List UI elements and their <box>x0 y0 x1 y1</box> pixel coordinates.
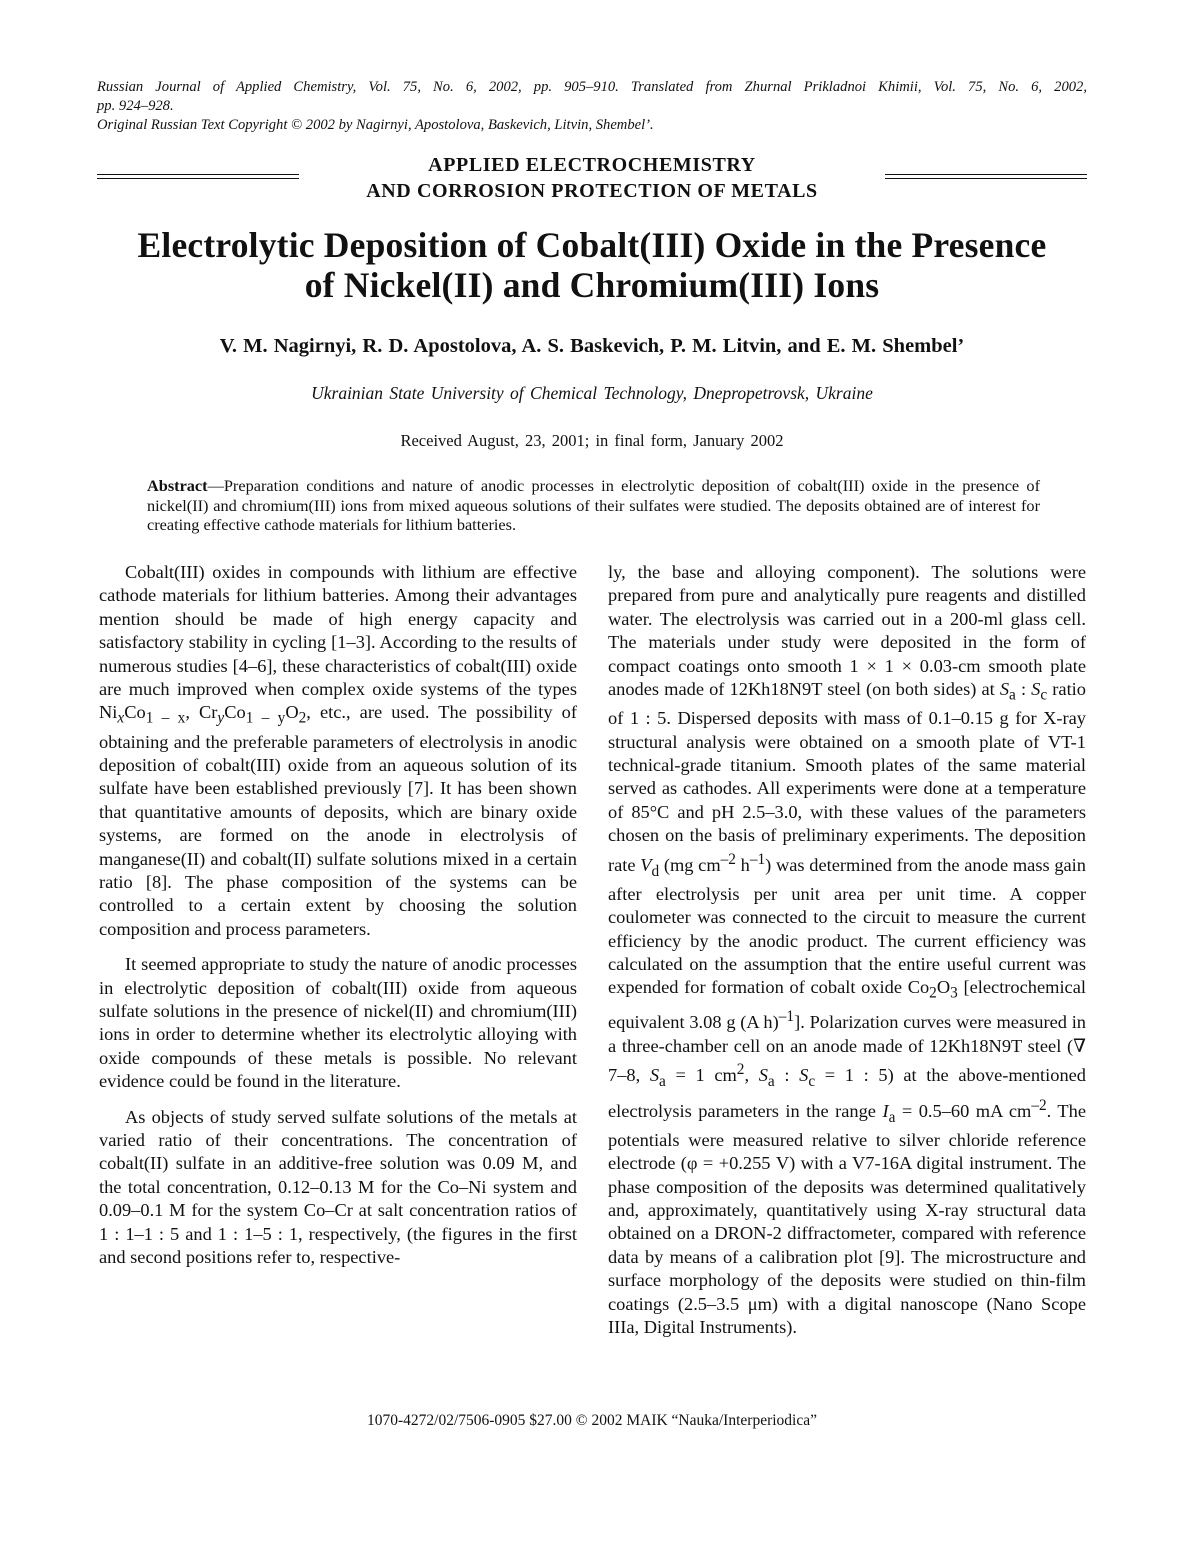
abstract <box>147 476 1040 535</box>
article-title <box>97 225 1087 305</box>
section-heading-text <box>307 152 877 204</box>
left-double-rule <box>97 174 299 179</box>
journal-header-line-1: Russian Journal of Applied Chemistry, Vol. 75, No. 6, 2002, pp. 905–910. Translated from Zhurnal Prikladnoi Khimii, Vol. 75, No. 6, 2002, <box>97 79 1087 95</box>
abstract-text: —Preparation conditions and nature of anodic processes in electrolytic deposition of cobalt(III) oxide in the presence of nickel(II) and chromium(III) ions from mixed aqueous solutions of their sulfates were studied. The deposits obtained are of interest for creating effective cathode materials for lithium batteries. <box>147 476 1040 534</box>
section-line-1: APPLIED ELECTROCHEMISTRY <box>428 154 756 176</box>
section-line-2: AND CORROSION PROTECTION OF METALS <box>366 180 818 202</box>
journal-header-line-3: Original Russian Text Copyright © 2002 by Nagirnyi, Apostolova, Baskevich, Litvin, Shembel’. <box>97 117 654 133</box>
left-column <box>99 561 577 1281</box>
author-list: V. M. Nagirnyi, R. D. Apostolova, A. S. Baskevich, P. M. Litvin, and E. M. Shembel’ <box>219 335 965 357</box>
paragraph-4: ly, the base and alloying component). The solutions were prepared from pure and analytically pure reagents and distilled water. The electrolysis was carried out in a 200-ml glass cell. The materials under study were deposited in the form of compact coatings onto smooth 1 × 1 × 0.03-cm smooth plate anodes made of 12Kh18N9T steel (on both sides) at $S_a$ : $S_c$ ratio of 1 : 5. Dispersed deposits with mass of 0.1–0.15 g for X-ray structural analysis were obtained on a smooth plate of VT-1 technical-grade titanium. Smooth plates of the same material served as cathodes. All experiments were done at a temperature of 85°C and pH 2.5–3.0, with these values of the parameters chosen on the basis of preliminary experiments. The deposition rate $V_d$ (mg $cm^{-2}$ $h^{-1}$) was determined from the anode mass gain after electrolysis per unit area per unit time. A copper coulometer was connected to the circuit to measure the current efficiency by the anodic product. The current efficiency was calculated on the assumption that the entire useful current was expended for formation of cobalt oxide $Co_2O_3$ [electrochemical equivalent 3.08 g (A h)$^{-1}$]. Polarization curves were measured in a three-chamber cell on an anode made of 12Kh18N9T steel (∇ 7–8, $S_a = 1$ $cm^2$, $S_a$ : $S_c = 1$ : 5) at the above-mentioned electrolysis parameters in the range $I_a = 0.5-60$ mA $cm^{-2}$. The potentials were measured relative to silver chloride reference electrode (φ = +0.255 V) with a V7-16A digital instrument. The phase composition of the deposits was determined qualitatively and, approximately, quantitatively using X-ray structural data obtained on a DRON-2 diffractometer, compared with reference data by means of a calibration plot [9]. The microstructure and surface morphology of the deposits were studied on thin-film coatings (2.5–3.5 μm) with a digital nanoscope (Nano Scope IIIa, Digital Instruments). <box>608 562 1087 1338</box>
paragraph-1: Cobalt(III) oxides in compounds with lithium are effective cathode materials for lithium batteries. Among their advantages mention should be made of high energy capacity and satisfactory stability in cycling [1–3]. According to the results of numerous studies [4–6], these characteristics of cobalt(III) oxide are much improved when complex oxide systems of the types $Ni_xCo_{1 - x}$, $Cr_yCo_{1 - y}O_2$, etc., are used. The possibility of obtaining and the preferable parameters of electrolysis in anodic deposition of cobalt(III) oxide from an aqueous solution of its sulfate have been established previously [7]. It has been shown that quantitative amounts of deposits, which are binary oxide systems, are formed on the anode in electrolysis of manganese(II) and cobalt(II) sulfate solutions mixed in a certain ratio [8]. The phase composition of the systems can be controlled to a certain extent by choosing the solution composition and process parameters. <box>99 562 578 939</box>
journal-header <box>97 78 1087 135</box>
paragraph-3: As objects of study served sulfate solutions of the metals at varied ratio of their concentrations. The concentration of cobalt(II) sulfate in an additive-free solution was 0.09 M, and the total concentration, 0.12–0.13 M for the Co–Ni system and 0.09–0.1 M for the system Co–Cr at salt concentration ratios of 1 : 1–1 : 5 and 1 : 1–5 : 1, respectively, (the figures in the first and second positions refer to, respective- <box>99 1106 577 1268</box>
right-double-rule <box>885 174 1087 179</box>
received-date: Received August, 23, 2001; in final form, January 2002 <box>400 431 784 450</box>
copyright-footer: 1070-4272/02/7506-0905 $27.00 © 2002 MAIK “Nauka/Interperiodica” <box>367 1412 817 1429</box>
title-line-1: Electrolytic Deposition of Cobalt(III) Oxide in the Presence <box>137 225 1047 265</box>
right-column <box>608 561 1086 1351</box>
journal-header-line-2: pp. 924–928. <box>97 98 174 114</box>
title-line-2: of Nickel(II) and Chromium(III) Ions <box>304 265 880 305</box>
paragraph-2: It seemed appropriate to study the nature of anodic processes in electrolytic deposition of cobalt(III) oxide from aqueous sulfate solutions in the presence of nickel(II) and chromium(III) ions in order to determine whether its electrolytic alloying with oxide compounds of these metals is possible. No relevant evidence could be found in the literature. <box>99 954 577 1092</box>
affiliation: Ukrainian State University of Chemical Technology, Dnepropetrovsk, Ukraine <box>311 383 873 403</box>
abstract-label: Abstract <box>147 476 208 495</box>
section-heading <box>97 152 1087 202</box>
